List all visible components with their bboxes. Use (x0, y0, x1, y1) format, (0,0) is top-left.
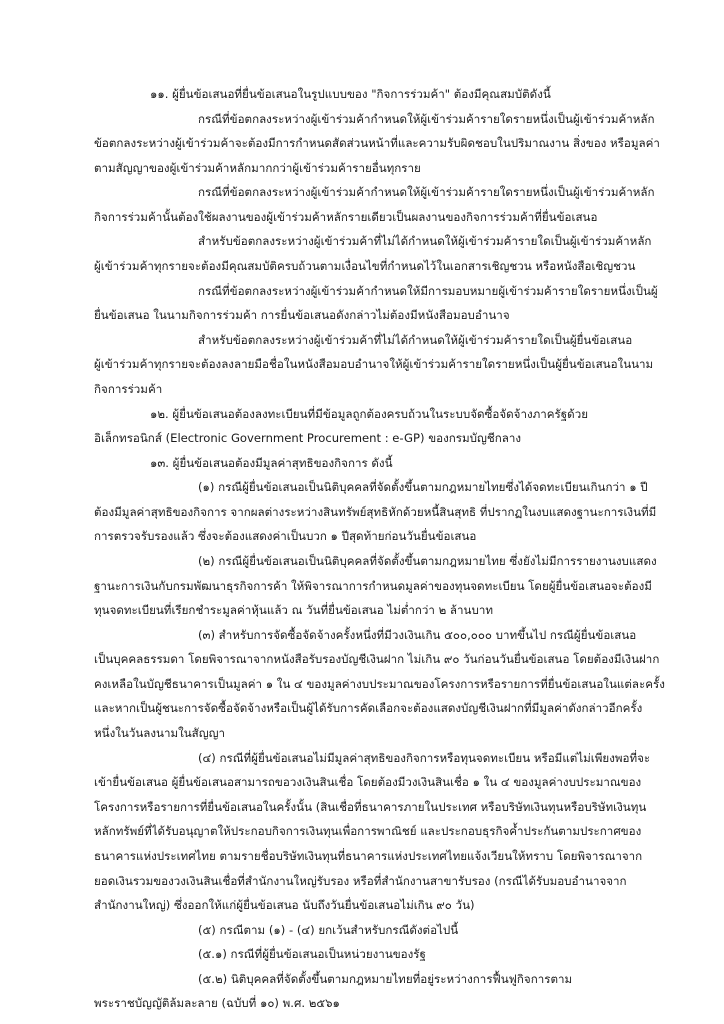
paragraph-line: (๒) กรณีผู้ยื่นข้อเสนอเป็นนิติบุคคลที่จัดตั้งขึ้นตามกฎหมายไทย ซึ่งยังไม่มีการรายงานงบแสดง (198, 554, 657, 568)
paragraph-line: กรณีที่ข้อตกลงระหว่างผู้เข้าร่วมค้ากำหนดให้ผู้เข้าร่วมค้ารายใดรายหนึ่งเป็นผู้เข้าร่วมค้าหลัก (198, 185, 655, 200)
paragraph-line: (๕) กรณีตาม (๑) - (๔) ยกเว้นสำหรับกรณีดังต่อไปนี้ (198, 922, 459, 937)
paragraph-line: การตรวจรับรองแล้ว ซึ่งจะต้องแสดงค่าเป็นบวก ๑ ปีสุดท้ายก่อนวันยื่นข้อเสนอ (94, 529, 477, 544)
paragraph-line: สำหรับข้อตกลงระหว่างผู้เข้าร่วมค้าที่ไม่ได้กำหนดให้ผู้เข้าร่วมค้ารายใดเป็นผู้เข้าร่วมค้าหลัก (198, 234, 652, 249)
paragraph-line: เข้ายื่นข้อเสนอ ผู้ยื่นข้อเสนอสามารถขอวงเงินสินเชื่อ โดยต้องมีวงเงินสินเชื่อ ๑ ใน ๔ ของมูลค่างบประมาณของ (94, 775, 642, 790)
clause-11-heading: ๑๑. ผู้ยื่นข้อเสนอที่ยื่นข้อเสนอในรูปแบบของ "กิจการร่วมค้า" ต้องมีคุณสมบัติดังนี้ (150, 87, 551, 101)
paragraph-line: หลักทรัพย์ที่ได้รับอนุญาตให้ประกอบกิจการเงินทุนเพื่อการพาณิชย์ และประกอบธุรกิจค้ำประกันตามประกาศของ (94, 824, 642, 839)
paragraph-line: ผู้เข้าร่วมค้าทุกรายจะต้องลงลายมือชื่อในหนังสือมอบอำนาจให้ผู้เข้าร่วมค้ารายใดรายหนึ่งเป็นผู้ยื่นข้อเสนอในนาม (94, 357, 654, 372)
paragraph-line: และหากเป็นผู้ชนะการจัดซื้อจัดจ้างหรือเป็นผู้ได้รับการคัดเลือกจะต้องแสดงบัญชีเงินฝากที่มีมูลค่าดังกล่าวอีกครั้ง (94, 701, 643, 716)
paragraph-line: (๓) สำหรับการจัดซื้อจัดจ้างครั้งหนึ่งที่มีวงเงินเกิน ๕๐๐,๐๐๐ บาทขึ้นไป กรณีผู้ยื่นข้อเสนอ (198, 627, 637, 642)
paragraph-line: กิจการร่วมค้านั้นต้องใช้ผลงานของผู้เข้าร่วมค้าหลักรายเดียวเป็นผลงานของกิจการร่วมค้าที่ยื่นข้อเสนอ (94, 209, 598, 224)
paragraph-line: ทุนจดทะเบียนที่เรียกชำระมูลค่าหุ้นแล้ว ณ วันที่ยื่นข้อเสนอ ไม่ต่ำกว่า ๒ ล้านบาท (94, 603, 493, 618)
paragraph-line: เป็นบุคคลธรรมดา โดยพิจารณาจากหนังสือรับรองบัญชีเงินฝาก ไม่เกิน ๙๐ วันก่อนวันยื่นข้อเสนอ โดยต้องมีเงินฝาก (94, 652, 660, 667)
paragraph-line: ยอดเงินรวมของวงเงินสินเชื่อที่สำนักงานใหญ่รับรอง หรือที่สำนักงานสาขารับรอง (กรณีได้รับมอบอำนาจจาก (94, 873, 627, 888)
paragraph-line: สำหรับข้อตกลงระหว่างผู้เข้าร่วมค้าที่ไม่ได้กำหนดให้ผู้เข้าร่วมค้ารายใดเป็นผู้ยื่นข้อเสนอ (198, 332, 633, 347)
paragraph-line: ยื่นข้อเสนอ ในนามกิจการร่วมค้า การยื่นข้อเสนอดังกล่าวไม่ต้องมีหนังสือมอบอำนาจ (94, 308, 510, 323)
paragraph-line: ตามสัญญาของผู้เข้าร่วมค้าหลักมากกว่าผู้เข้าร่วมค้ารายอื่นทุกราย (94, 160, 421, 175)
paragraph-line: ธนาคารแห่งประเทศไทย ตามรายชื่อบริษัทเงินทุนที่ธนาคารแห่งประเทศไทยแจ้งเวียนให้ทราบ โดยพิจารณาจาก (94, 848, 643, 863)
paragraph-line: ต้องมีมูลค่าสุทธิของกิจการ จากผลต่างระหว่างสินทรัพย์สุทธิหักด้วยหนี้สินสุทธิ ที่ปรากฏในงบแสดงฐานะการเงินที่มี (94, 504, 657, 519)
paragraph-line: พระราชบัญญัติล้มละลาย (ฉบับที่ ๑๐) พ.ศ. ๒๕๖๑ (94, 996, 340, 1011)
paragraph-line: (๕.๒) นิติบุคคลที่จัดตั้งขึ้นตามกฎหมายไทยที่อยู่ระหว่างการฟื้นฟูกิจการตาม (198, 971, 573, 986)
paragraph-line: คงเหลือในบัญชีธนาคารเป็นมูลค่า ๑ ใน ๔ ของมูลค่างบประมาณของโครงการหรือรายการที่ยื่นข้อเสนอในแต่ละครั้ง (94, 676, 665, 691)
paragraph-line: ผู้เข้าร่วมค้าทุกรายจะต้องมีคุณสมบัติครบถ้วนตามเงื่อนไขที่กำหนดไว้ในเอกสารเชิญชวน หรือหนังสือเชิญชวน (94, 259, 636, 274)
clause-13-heading: ๑๓. ผู้ยื่นข้อเสนอต้องมีมูลค่าสุทธิของกิจการ ดังนี้ (150, 455, 393, 470)
clause-12-heading: ๑๒. ผู้ยื่นข้อเสนอต้องลงทะเบียนที่มีข้อมูลถูกต้องครบถ้วนในระบบจัดซื้อจัดจ้างภาครัฐด้วย (150, 406, 589, 421)
paragraph-line: (๕.๑) กรณีที่ผู้ยื่นข้อเสนอเป็นหน่วยงานของรัฐ (198, 947, 426, 962)
paragraph-line: ฐานะการเงินกับกรมพัฒนาธุรกิจการค้า ให้พิจารณาการกำหนดมูลค่าของทุนจดทะเบียน โดยผู้ยื่นข้อเสนอจะต้องมี (94, 578, 652, 593)
paragraph-line: โครงการหรือรายการที่ยื่นข้อเสนอในครั้งนั้น (สินเชื่อที่ธนาคารภายในประเทศ หรือบริษัทเงินทุนหรือบริษัทเงินทุน (94, 799, 647, 814)
paragraph-line: (๑) กรณีผู้ยื่นข้อเสนอเป็นนิติบุคคลที่จัดตั้งขึ้นตามกฎหมายไทยซึ่งได้จดทะเบียนเกินกว่า ๑ ปี (198, 480, 648, 495)
paragraph-line: สำนักงานใหญ่) ซึ่งออกให้แก่ผู้ยื่นข้อเสนอ นับถึงวันยื่นข้อเสนอไม่เกิน ๙๐ วัน) (94, 898, 475, 913)
paragraph-line: ข้อตกลงระหว่างผู้เข้าร่วมค้าจะต้องมีการกำหนดสัดส่วนหน้าที่และความรับผิดชอบในปริมาณงาน สิ่งของ หรือมูลค่า (94, 136, 660, 151)
paragraph-line: อิเล็กทรอนิกส์ (Electronic Government Procurement : e-GP) ของกรมบัญชีกลาง (94, 431, 522, 446)
paragraph-line: หนึ่งในวันลงนามในสัญญา (94, 726, 226, 741)
paragraph-line: กิจการร่วมค้า (94, 381, 163, 396)
paragraph-line: กรณีที่ข้อตกลงระหว่างผู้เข้าร่วมค้ากำหนดให้มีการมอบหมายผู้เข้าร่วมค้ารายใดรายหนึ่งเป็นผู้ (198, 283, 658, 298)
paragraph-line: (๔) กรณีที่ผู้ยื่นข้อเสนอไม่มีมูลค่าสุทธิของกิจการหรือทุนจดทะเบียน หรือมีแต่ไม่เพียงพอที่จะ (198, 750, 651, 765)
paragraph-line: กรณีที่ข้อตกลงระหว่างผู้เข้าร่วมค้ากำหนดให้ผู้เข้าร่วมค้ารายใดรายหนึ่งเป็นผู้เข้าร่วมค้าหลัก (198, 111, 655, 126)
